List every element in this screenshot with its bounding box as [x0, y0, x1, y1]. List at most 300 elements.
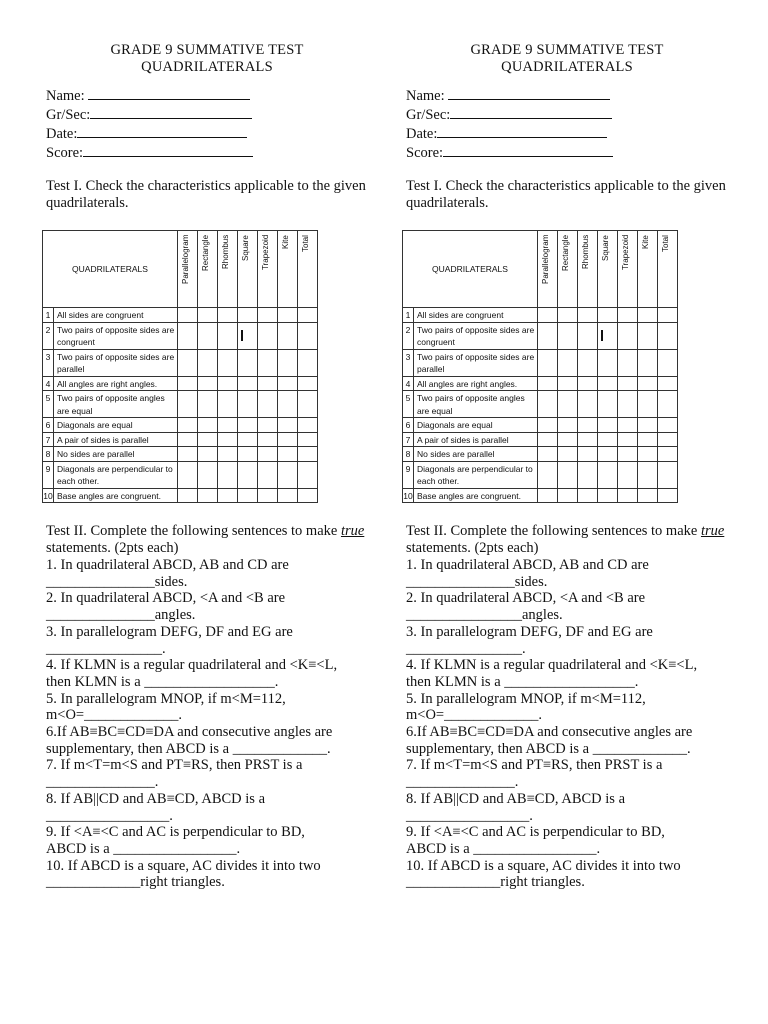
row-characteristic: Diagonals are equal	[414, 418, 538, 433]
table-row	[403, 308, 678, 323]
column-header-label: Parallelogram	[181, 235, 190, 285]
info-field-blank[interactable]	[450, 105, 612, 119]
checkbox-cell[interactable]	[598, 391, 618, 418]
test1-instructions: Test I. Check the characteristics applicable to the given quadrilaterals.	[46, 178, 366, 211]
checkbox-cell[interactable]	[638, 308, 658, 323]
checkbox-cell[interactable]	[558, 447, 578, 462]
table-header-row	[43, 231, 318, 308]
checkbox-cell[interactable]	[558, 308, 578, 323]
checkbox-cell[interactable]	[538, 447, 558, 462]
test2-item-line: 9. If <A≡<C and AC is perpendicular to BD,	[406, 824, 665, 841]
checkbox-cell[interactable]	[218, 461, 238, 488]
test2-item-line: ________________.	[46, 640, 166, 657]
row-number: 3	[403, 349, 414, 376]
checkbox-cell[interactable]	[258, 376, 278, 391]
test2-item-line: _________________.	[46, 807, 173, 824]
checkbox-cell[interactable]	[638, 418, 658, 433]
test-title	[406, 42, 728, 76]
checkbox-cell[interactable]	[638, 349, 658, 376]
row-number: 4	[403, 376, 414, 391]
info-field-blank[interactable]	[88, 86, 250, 100]
checkbox-cell[interactable]	[578, 349, 598, 376]
checkbox-cell[interactable]	[578, 447, 598, 462]
test2-item-line: ABCD is a _________________.	[406, 840, 601, 857]
checkbox-cell[interactable]	[538, 391, 558, 418]
quadrilaterals-header: QUADRILATERALS	[43, 231, 178, 308]
test2-item-line: 7. If m<T=m<S and PT≡RS, then PRST is a	[406, 757, 663, 774]
checkbox-cell[interactable]	[218, 432, 238, 447]
table-row	[403, 322, 678, 349]
test2-item-line: ABCD is a _________________.	[46, 840, 241, 857]
row-characteristic: All angles are right angles.	[414, 376, 538, 391]
table-header-row	[403, 231, 678, 308]
quadrilaterals-header: QUADRILATERALS	[403, 231, 538, 308]
checkbox-cell[interactable]	[298, 349, 318, 376]
test2-item-line: ________________angles.	[406, 607, 563, 624]
checkbox-cell[interactable]	[298, 418, 318, 433]
test1-instructions: Test I. Check the characteristics applicable to the given quadrilaterals.	[406, 178, 726, 211]
checkbox-cell[interactable]	[298, 322, 318, 349]
checkbox-cell[interactable]	[618, 432, 638, 447]
table-row	[43, 488, 318, 503]
info-field-blank[interactable]	[83, 143, 253, 157]
checkbox-cell[interactable]	[618, 418, 638, 433]
column-header-label: Kite	[641, 235, 650, 249]
checkbox-cell[interactable]	[298, 461, 318, 488]
column-header-label: Rhombus	[221, 235, 230, 270]
student-info-fields	[46, 86, 368, 162]
row-characteristic: A pair of sides is parallel	[414, 432, 538, 447]
row-characteristic: Two pairs of opposite sides are congruent	[54, 322, 178, 349]
checkbox-cell[interactable]	[558, 322, 578, 349]
checkbox-cell[interactable]	[238, 432, 258, 447]
checkbox-cell[interactable]	[278, 418, 298, 433]
info-field-blank[interactable]	[448, 86, 610, 100]
info-field	[406, 86, 728, 105]
checkbox-cell[interactable]	[238, 461, 258, 488]
info-field-label: Gr/Sec:	[46, 107, 91, 123]
checkbox-cell[interactable]	[578, 418, 598, 433]
checkbox-cell[interactable]	[538, 349, 558, 376]
row-number: 2	[403, 322, 414, 349]
info-field-blank[interactable]	[443, 143, 613, 157]
checkbox-cell[interactable]	[178, 461, 198, 488]
checkbox-cell[interactable]	[198, 447, 218, 462]
row-characteristic: A pair of sides is parallel	[54, 432, 178, 447]
test2-item-line: m<O=_____________.	[46, 707, 182, 724]
table-row	[43, 322, 318, 349]
test2-item-line: 2. In quadrilateral ABCD, <A and <B are	[46, 590, 286, 607]
test2-item-line: 4. If KLMN is a regular quadrilateral and <K≡<L,	[406, 657, 698, 674]
checkbox-cell[interactable]	[258, 349, 278, 376]
test2-item-line: then KLMN is a __________________.	[46, 673, 279, 690]
checkbox-cell[interactable]	[658, 447, 678, 462]
checkbox-cell[interactable]	[178, 308, 198, 323]
table-row	[403, 418, 678, 433]
checkbox-cell[interactable]	[578, 488, 598, 503]
row-number: 3	[43, 349, 54, 376]
checkbox-cell[interactable]	[278, 376, 298, 391]
right-copy	[403, 42, 728, 891]
table-row	[403, 349, 678, 376]
table-row	[43, 432, 318, 447]
table-row	[403, 432, 678, 447]
checkbox-cell[interactable]	[238, 308, 258, 323]
test2-item-line: m<O=_____________.	[406, 707, 542, 724]
checkbox-cell[interactable]	[218, 322, 238, 349]
checkbox-cell[interactable]	[538, 432, 558, 447]
characteristics-table	[42, 230, 318, 503]
table-row	[403, 376, 678, 391]
checkbox-cell[interactable]	[558, 391, 578, 418]
checkbox-cell[interactable]	[178, 488, 198, 503]
info-field-label: Gr/Sec:	[406, 107, 451, 123]
column-header	[658, 231, 678, 308]
test2-item-line: 3. In parallelogram DEFG, DF and EG are	[46, 623, 293, 640]
test2-item-line: 2. In quadrilateral ABCD, <A and <B are	[406, 590, 646, 607]
column-header-label: Rectangle	[201, 235, 210, 272]
checkbox-cell[interactable]	[198, 488, 218, 503]
checkbox-cell[interactable]	[258, 322, 278, 349]
test2-emphasis: true	[340, 523, 365, 539]
row-characteristic: No sides are parallel	[54, 447, 178, 462]
column-header-label: Total	[301, 235, 310, 252]
checkbox-cell[interactable]	[578, 308, 598, 323]
info-field	[406, 105, 728, 124]
checkbox-cell[interactable]	[218, 391, 238, 418]
test2-item-line: _______________.	[406, 774, 519, 791]
row-characteristic: All sides are congruent	[54, 308, 178, 323]
checkbox-cell[interactable]	[198, 391, 218, 418]
checkbox-cell[interactable]	[558, 418, 578, 433]
title-line: GRADE 9 SUMMATIVE TEST	[470, 42, 664, 58]
row-characteristic: Diagonals are perpendicular to each other.	[414, 461, 538, 488]
checkbox-cell[interactable]	[278, 308, 298, 323]
checkbox-cell[interactable]	[598, 432, 618, 447]
checkbox-cell[interactable]	[618, 447, 638, 462]
table-row	[43, 308, 318, 323]
test2-item-line: 1. In quadrilateral ABCD, AB and CD are	[46, 557, 289, 573]
row-number: 8	[403, 447, 414, 462]
test2-item-line: then KLMN is a __________________.	[406, 673, 639, 690]
row-characteristic: All sides are congruent	[414, 308, 538, 323]
info-field-blank[interactable]	[77, 124, 247, 138]
title-line: QUADRILATERALS	[501, 59, 633, 75]
characteristics-table	[402, 230, 678, 503]
column-header	[278, 231, 298, 308]
info-field	[46, 124, 368, 143]
checkbox-cell[interactable]	[598, 349, 618, 376]
checkbox-cell[interactable]	[638, 391, 658, 418]
checkbox-cell[interactable]	[238, 322, 258, 349]
column-header	[218, 231, 238, 308]
checkbox-cell[interactable]	[198, 432, 218, 447]
checkbox-cell[interactable]	[218, 447, 238, 462]
row-characteristic: No sides are parallel	[414, 447, 538, 462]
row-characteristic: Two pairs of opposite sides are parallel	[414, 349, 538, 376]
checkbox-cell[interactable]	[658, 461, 678, 488]
row-number: 1	[403, 308, 414, 323]
checkbox-cell[interactable]	[578, 432, 598, 447]
checkbox-cell[interactable]	[658, 418, 678, 433]
checkbox-cell[interactable]	[218, 308, 238, 323]
checkbox-cell[interactable]	[658, 376, 678, 391]
test2-text: Test II. Complete the following sentences to make	[406, 523, 701, 539]
checkbox-cell[interactable]	[658, 349, 678, 376]
info-field	[406, 143, 728, 162]
student-info-fields	[406, 86, 728, 162]
checkbox-cell[interactable]	[238, 391, 258, 418]
checkbox-cell[interactable]	[298, 308, 318, 323]
checkbox-cell[interactable]	[198, 461, 218, 488]
table-row	[403, 447, 678, 462]
title-line: QUADRILATERALS	[141, 59, 273, 75]
checkbox-cell[interactable]	[658, 308, 678, 323]
column-header	[538, 231, 558, 308]
test2-item-line: _______________angles.	[46, 607, 196, 624]
check-mark	[601, 330, 603, 341]
column-header	[638, 231, 658, 308]
test2-item-line: 7. If m<T=m<S and PT≡RS, then PRST is a	[46, 757, 303, 774]
checkbox-cell[interactable]	[578, 322, 598, 349]
check-mark	[241, 330, 243, 341]
checkbox-cell[interactable]	[638, 488, 658, 503]
checkbox-cell[interactable]	[218, 418, 238, 433]
test2-item-line: _____________right triangles.	[46, 874, 225, 891]
checkbox-cell[interactable]	[578, 391, 598, 418]
checkbox-cell[interactable]	[238, 447, 258, 462]
checkbox-cell[interactable]	[178, 432, 198, 447]
checkbox-cell[interactable]	[658, 391, 678, 418]
checkbox-cell[interactable]	[258, 432, 278, 447]
column-header-label: Trapezoid	[261, 235, 270, 271]
checkbox-cell[interactable]	[198, 308, 218, 323]
checkbox-cell[interactable]	[638, 322, 658, 349]
checkbox-cell[interactable]	[598, 308, 618, 323]
column-header-label: Square	[241, 235, 250, 261]
checkbox-cell[interactable]	[638, 376, 658, 391]
checkbox-cell[interactable]	[618, 308, 638, 323]
checkbox-cell[interactable]	[598, 322, 618, 349]
checkbox-cell[interactable]	[238, 349, 258, 376]
checkbox-cell[interactable]	[618, 488, 638, 503]
test2-item-line: 9. If <A≡<C and AC is perpendicular to BD,	[46, 824, 305, 841]
checkbox-cell[interactable]	[538, 322, 558, 349]
checkbox-cell[interactable]	[178, 376, 198, 391]
row-number: 5	[403, 391, 414, 418]
row-number: 8	[43, 447, 54, 462]
checkbox-cell[interactable]	[258, 308, 278, 323]
test2-item-line: _____________right triangles.	[406, 874, 585, 891]
info-field-blank[interactable]	[437, 124, 607, 138]
checkbox-cell[interactable]	[578, 376, 598, 391]
checkbox-cell[interactable]	[618, 391, 638, 418]
checkbox-cell[interactable]	[538, 376, 558, 391]
row-characteristic: Two pairs of opposite angles are equal	[54, 391, 178, 418]
checkbox-cell[interactable]	[558, 488, 578, 503]
checkbox-cell[interactable]	[658, 322, 678, 349]
test2-item-line: 8. If AB||CD and AB≡CD, ABCD is a	[46, 790, 266, 807]
test2-item-line: 3. In parallelogram DEFG, DF and EG are	[406, 623, 653, 640]
table-row	[43, 461, 318, 488]
checkbox-cell[interactable]	[198, 418, 218, 433]
column-header	[298, 231, 318, 308]
checkbox-cell[interactable]	[598, 418, 618, 433]
row-number: 1	[43, 308, 54, 323]
checkbox-cell[interactable]	[238, 376, 258, 391]
test2-instructions	[46, 523, 368, 557]
checkbox-cell[interactable]	[258, 488, 278, 503]
checkbox-cell[interactable]	[638, 461, 658, 488]
row-number: 2	[43, 322, 54, 349]
row-characteristic: Base angles are congruent.	[414, 488, 538, 503]
checkbox-cell[interactable]	[538, 461, 558, 488]
checkbox-cell[interactable]	[238, 418, 258, 433]
checkbox-cell[interactable]	[278, 322, 298, 349]
checkbox-cell[interactable]	[178, 447, 198, 462]
table-row	[403, 488, 678, 503]
test2-item-line: 6.If AB≡BC≡CD≡DA and consecutive angles are	[406, 724, 693, 741]
checkbox-cell[interactable]	[278, 461, 298, 488]
checkbox-cell[interactable]	[598, 447, 618, 462]
info-field-label: Score:	[406, 145, 444, 161]
info-field-label: Date:	[46, 126, 78, 142]
checkbox-cell[interactable]	[658, 432, 678, 447]
checkbox-cell[interactable]	[278, 488, 298, 503]
column-header-label: Total	[661, 235, 670, 252]
test2-item-line: 8. If AB||CD and AB≡CD, ABCD is a	[406, 790, 626, 807]
checkbox-cell[interactable]	[218, 488, 238, 503]
info-field	[406, 124, 728, 143]
checkbox-cell[interactable]	[178, 349, 198, 376]
checkbox-cell[interactable]	[558, 461, 578, 488]
info-field	[46, 86, 368, 105]
checkbox-cell[interactable]	[258, 391, 278, 418]
checkbox-cell[interactable]	[178, 391, 198, 418]
checkbox-cell[interactable]	[538, 418, 558, 433]
row-characteristic: Diagonals are perpendicular to each other.	[54, 461, 178, 488]
column-header	[558, 231, 578, 308]
checkbox-cell[interactable]	[278, 432, 298, 447]
row-number: 7	[403, 432, 414, 447]
column-header-label: Rectangle	[561, 235, 570, 272]
checkbox-cell[interactable]	[538, 308, 558, 323]
checkbox-cell[interactable]	[298, 432, 318, 447]
checkbox-cell[interactable]	[638, 432, 658, 447]
checkbox-cell[interactable]	[638, 447, 658, 462]
checkbox-cell[interactable]	[298, 488, 318, 503]
row-number: 10	[43, 488, 54, 503]
test2-item-line: _______________sides.	[406, 573, 548, 590]
row-characteristic: Two pairs of opposite sides are congruent	[414, 322, 538, 349]
row-characteristic: Two pairs of opposite sides are parallel	[54, 349, 178, 376]
checkbox-cell[interactable]	[198, 349, 218, 376]
row-number: 5	[43, 391, 54, 418]
row-characteristic: Diagonals are equal	[54, 418, 178, 433]
test2-text: statements. (2pts each)	[406, 540, 539, 556]
info-field	[46, 143, 368, 162]
checkbox-cell[interactable]	[298, 376, 318, 391]
row-number: 9	[403, 461, 414, 488]
column-header-label: Trapezoid	[621, 235, 630, 271]
test-title	[46, 42, 368, 76]
checkbox-cell[interactable]	[578, 461, 598, 488]
checkbox-cell[interactable]	[278, 447, 298, 462]
checkbox-cell[interactable]	[218, 349, 238, 376]
checkbox-cell[interactable]	[218, 376, 238, 391]
checkbox-cell[interactable]	[198, 376, 218, 391]
test2-item-line: _______________.	[46, 774, 159, 791]
test2-item-line: _______________sides.	[46, 573, 188, 590]
checkbox-cell[interactable]	[258, 447, 278, 462]
checkbox-cell[interactable]	[178, 322, 198, 349]
title-line: GRADE 9 SUMMATIVE TEST	[110, 42, 304, 58]
table-row	[43, 391, 318, 418]
checkbox-cell[interactable]	[658, 488, 678, 503]
checkbox-cell[interactable]	[278, 391, 298, 418]
test2-items	[406, 557, 728, 891]
checkbox-cell[interactable]	[258, 418, 278, 433]
test2-item-line: 4. If KLMN is a regular quadrilateral and <K≡<L,	[46, 657, 338, 674]
checkbox-cell[interactable]	[598, 461, 618, 488]
test2-text: Test II. Complete the following sentences to make	[46, 523, 341, 539]
checkbox-cell[interactable]	[298, 447, 318, 462]
checkbox-cell[interactable]	[198, 322, 218, 349]
checkbox-cell[interactable]	[278, 349, 298, 376]
test2-item-line: 1. In quadrilateral ABCD, AB and CD are	[406, 557, 649, 573]
left-copy	[43, 42, 368, 891]
column-header	[198, 231, 218, 308]
checkbox-cell[interactable]	[538, 488, 558, 503]
checkbox-cell[interactable]	[238, 488, 258, 503]
row-number: 7	[43, 432, 54, 447]
info-field-label: Score:	[46, 145, 84, 161]
checkbox-cell[interactable]	[598, 376, 618, 391]
checkbox-cell[interactable]	[558, 432, 578, 447]
checkbox-cell[interactable]	[618, 376, 638, 391]
checkbox-cell[interactable]	[258, 461, 278, 488]
row-number: 9	[43, 461, 54, 488]
checkbox-cell[interactable]	[178, 418, 198, 433]
table-row	[403, 461, 678, 488]
checkbox-cell[interactable]	[558, 376, 578, 391]
column-header	[178, 231, 198, 308]
info-field-label: Name:	[46, 88, 89, 104]
column-header	[598, 231, 618, 308]
column-header-label: Kite	[281, 235, 290, 249]
table-row	[43, 376, 318, 391]
column-header-label: Parallelogram	[541, 235, 550, 285]
checkbox-cell[interactable]	[618, 461, 638, 488]
column-header-label: Rhombus	[581, 235, 590, 270]
checkbox-cell[interactable]	[298, 391, 318, 418]
checkbox-cell[interactable]	[598, 488, 618, 503]
test2-item-line: 5. In parallelogram MNOP, if m<M=112,	[406, 690, 646, 707]
row-number: 6	[403, 418, 414, 433]
info-field-blank[interactable]	[90, 105, 252, 119]
row-number: 4	[43, 376, 54, 391]
column-header	[618, 231, 638, 308]
checkbox-cell[interactable]	[618, 349, 638, 376]
row-number: 6	[43, 418, 54, 433]
row-number: 10	[403, 488, 414, 503]
test2-item-line: 10. If ABCD is a square, AC divides it into two	[46, 857, 321, 874]
checkbox-cell[interactable]	[618, 322, 638, 349]
test2-item-line: _________________.	[406, 807, 533, 824]
test2-item-line: 5. In parallelogram MNOP, if m<M=112,	[46, 690, 286, 707]
column-header	[258, 231, 278, 308]
checkbox-cell[interactable]	[558, 349, 578, 376]
